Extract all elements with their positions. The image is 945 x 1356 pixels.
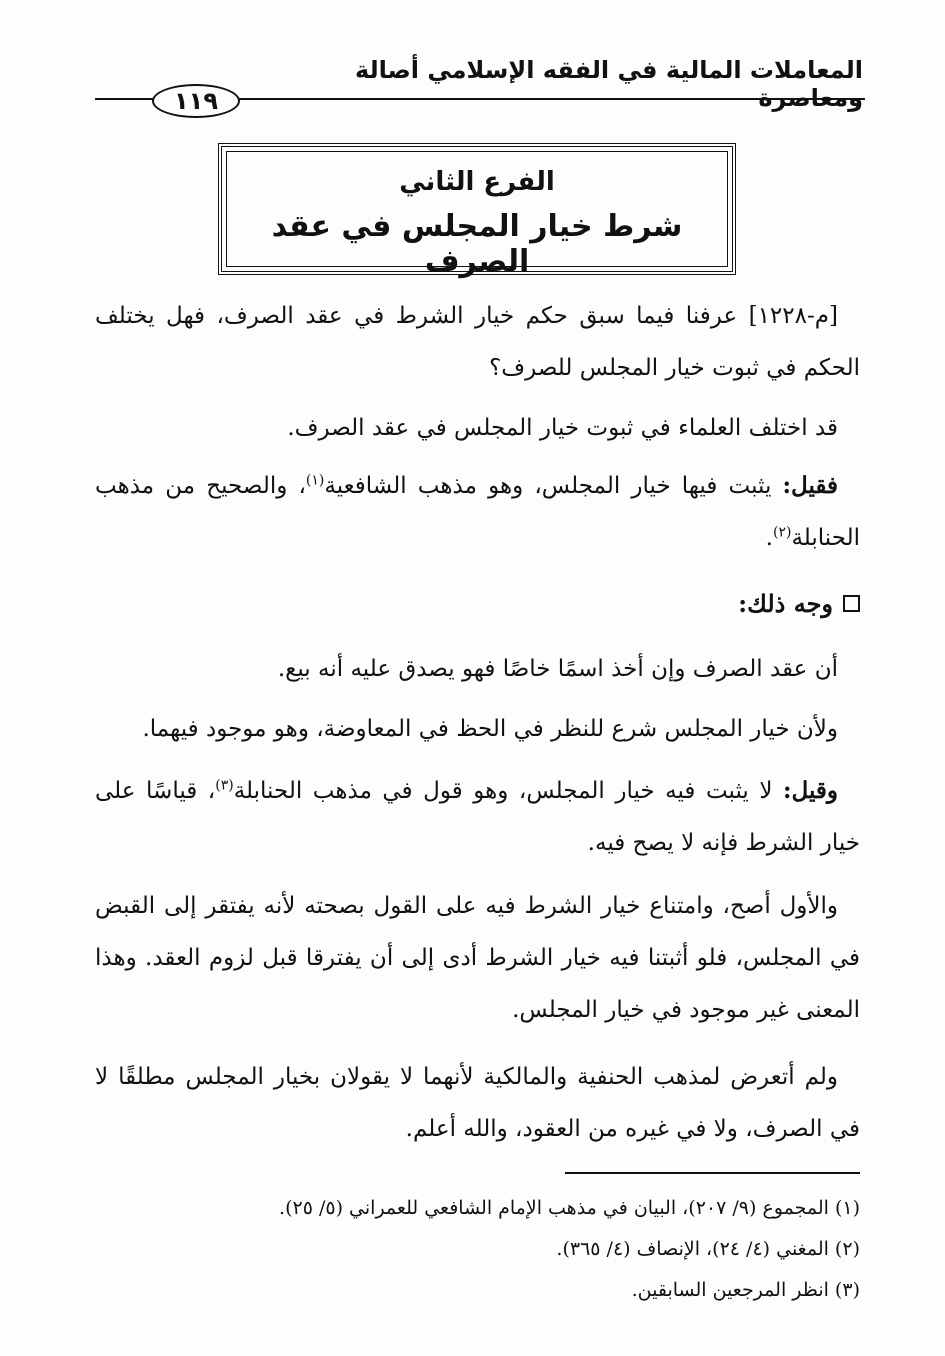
footnote-rule [565,1172,860,1174]
first-opinion-text-b: ، والصحيح من مذهب الحنابلة [95,473,860,551]
footnote-1: (١) المجموع (٩/ ٢٠٧)، البيان في مذهب الإمام الشافعي للعمراني (٥/ ٢٥). [279,1197,860,1219]
paragraph-first-opinion [95,460,860,564]
paragraph-disagreement-text: قد اختلف العلماء في ثبوت خيار المجلس في عقد الصرف. [287,415,838,441]
paragraph-second-opinion [95,765,860,869]
paragraph-reason-2 [95,703,860,755]
section-title-line2: شرط خيار المجلس في عقد الصرف [271,209,683,279]
reason-heading-text: وجه ذلك: [738,589,833,618]
paragraph-closing-text: ولم أتعرض لمذهب الحنفية والمالكية لأنهما لا يقولان بخيار المجلس مطلقًا لا في الصرف، ولا في غيره من العقود، والله أعلم. [95,1064,860,1142]
page-number: ١١٩ [152,84,240,118]
second-opinion-text-a: لا يثبت فيه خيار المجلس، وهو قول في مذهب الحنابلة [233,778,784,804]
footnote-ref-2[interactable]: (٢) [772,524,792,541]
footnote-3: (٣) انظر المرجعين السابقين. [631,1279,860,1301]
paragraph-disagreement [95,402,860,454]
paragraph-question-text: [م-١٢٢٨] عرفنا فيما سبق حكم خيار الشرط في عقد الصرف، فهل يختلف الحكم في ثبوت خيار المجلس للصرف؟ [95,303,860,381]
reason-heading [95,578,860,630]
paragraph-question [95,290,860,394]
second-opinion-lead: وقيل: [783,777,838,804]
footnotes [95,1188,860,1311]
section-title-box [218,143,736,279]
running-title: المعاملات المالية في الفقه الإسلامي أصالة ومعاصرة [355,56,863,112]
paragraph-closing [95,1051,860,1155]
paragraph-reason-1-text: أن عقد الصرف وإن أخذ اسمًا خاصًا فهو يصدق عليه أنه بيع. [277,656,838,682]
section-title-line1: الفرع الثاني [399,167,555,197]
paragraph-reason-1 [95,643,860,695]
footnote-2: (٢) المغني (٤/ ٢٤)، الإنصاف (٤/ ٣٦٥). [556,1238,860,1260]
first-opinion-text-a: يثبت فيها خيار المجلس، وهو مذهب الشافعية [324,473,783,499]
footnote-ref-3[interactable]: (٣) [215,777,234,794]
paragraph-preference-text: والأول أصح، وامتناع خيار الشرط فيه على القول بصحته لأنه يفتقر إلى القبض في المجلس، فلو أثبتنا فيه خيار الشرط أدى إلى أن يفترقا قبل لزوم العقد. وهذا المعنى غير موجود في خيار المجلس. [95,893,860,1023]
second-opinion-text-b: ، قياسًا على خيار الشرط فإنه لا يصح فيه. [95,778,860,856]
paragraph-reason-2-text: ولأن خيار المجلس شرع للنظر في الحظ في المعاوضة، وهو موجود فيهما. [142,716,838,742]
first-opinion-lead: فقيل: [782,472,839,499]
paragraph-preference [95,880,860,1036]
footnote-ref-1[interactable]: (١) [305,472,325,489]
checkbox-icon [843,595,860,612]
first-opinion-text-c: . [765,525,773,551]
